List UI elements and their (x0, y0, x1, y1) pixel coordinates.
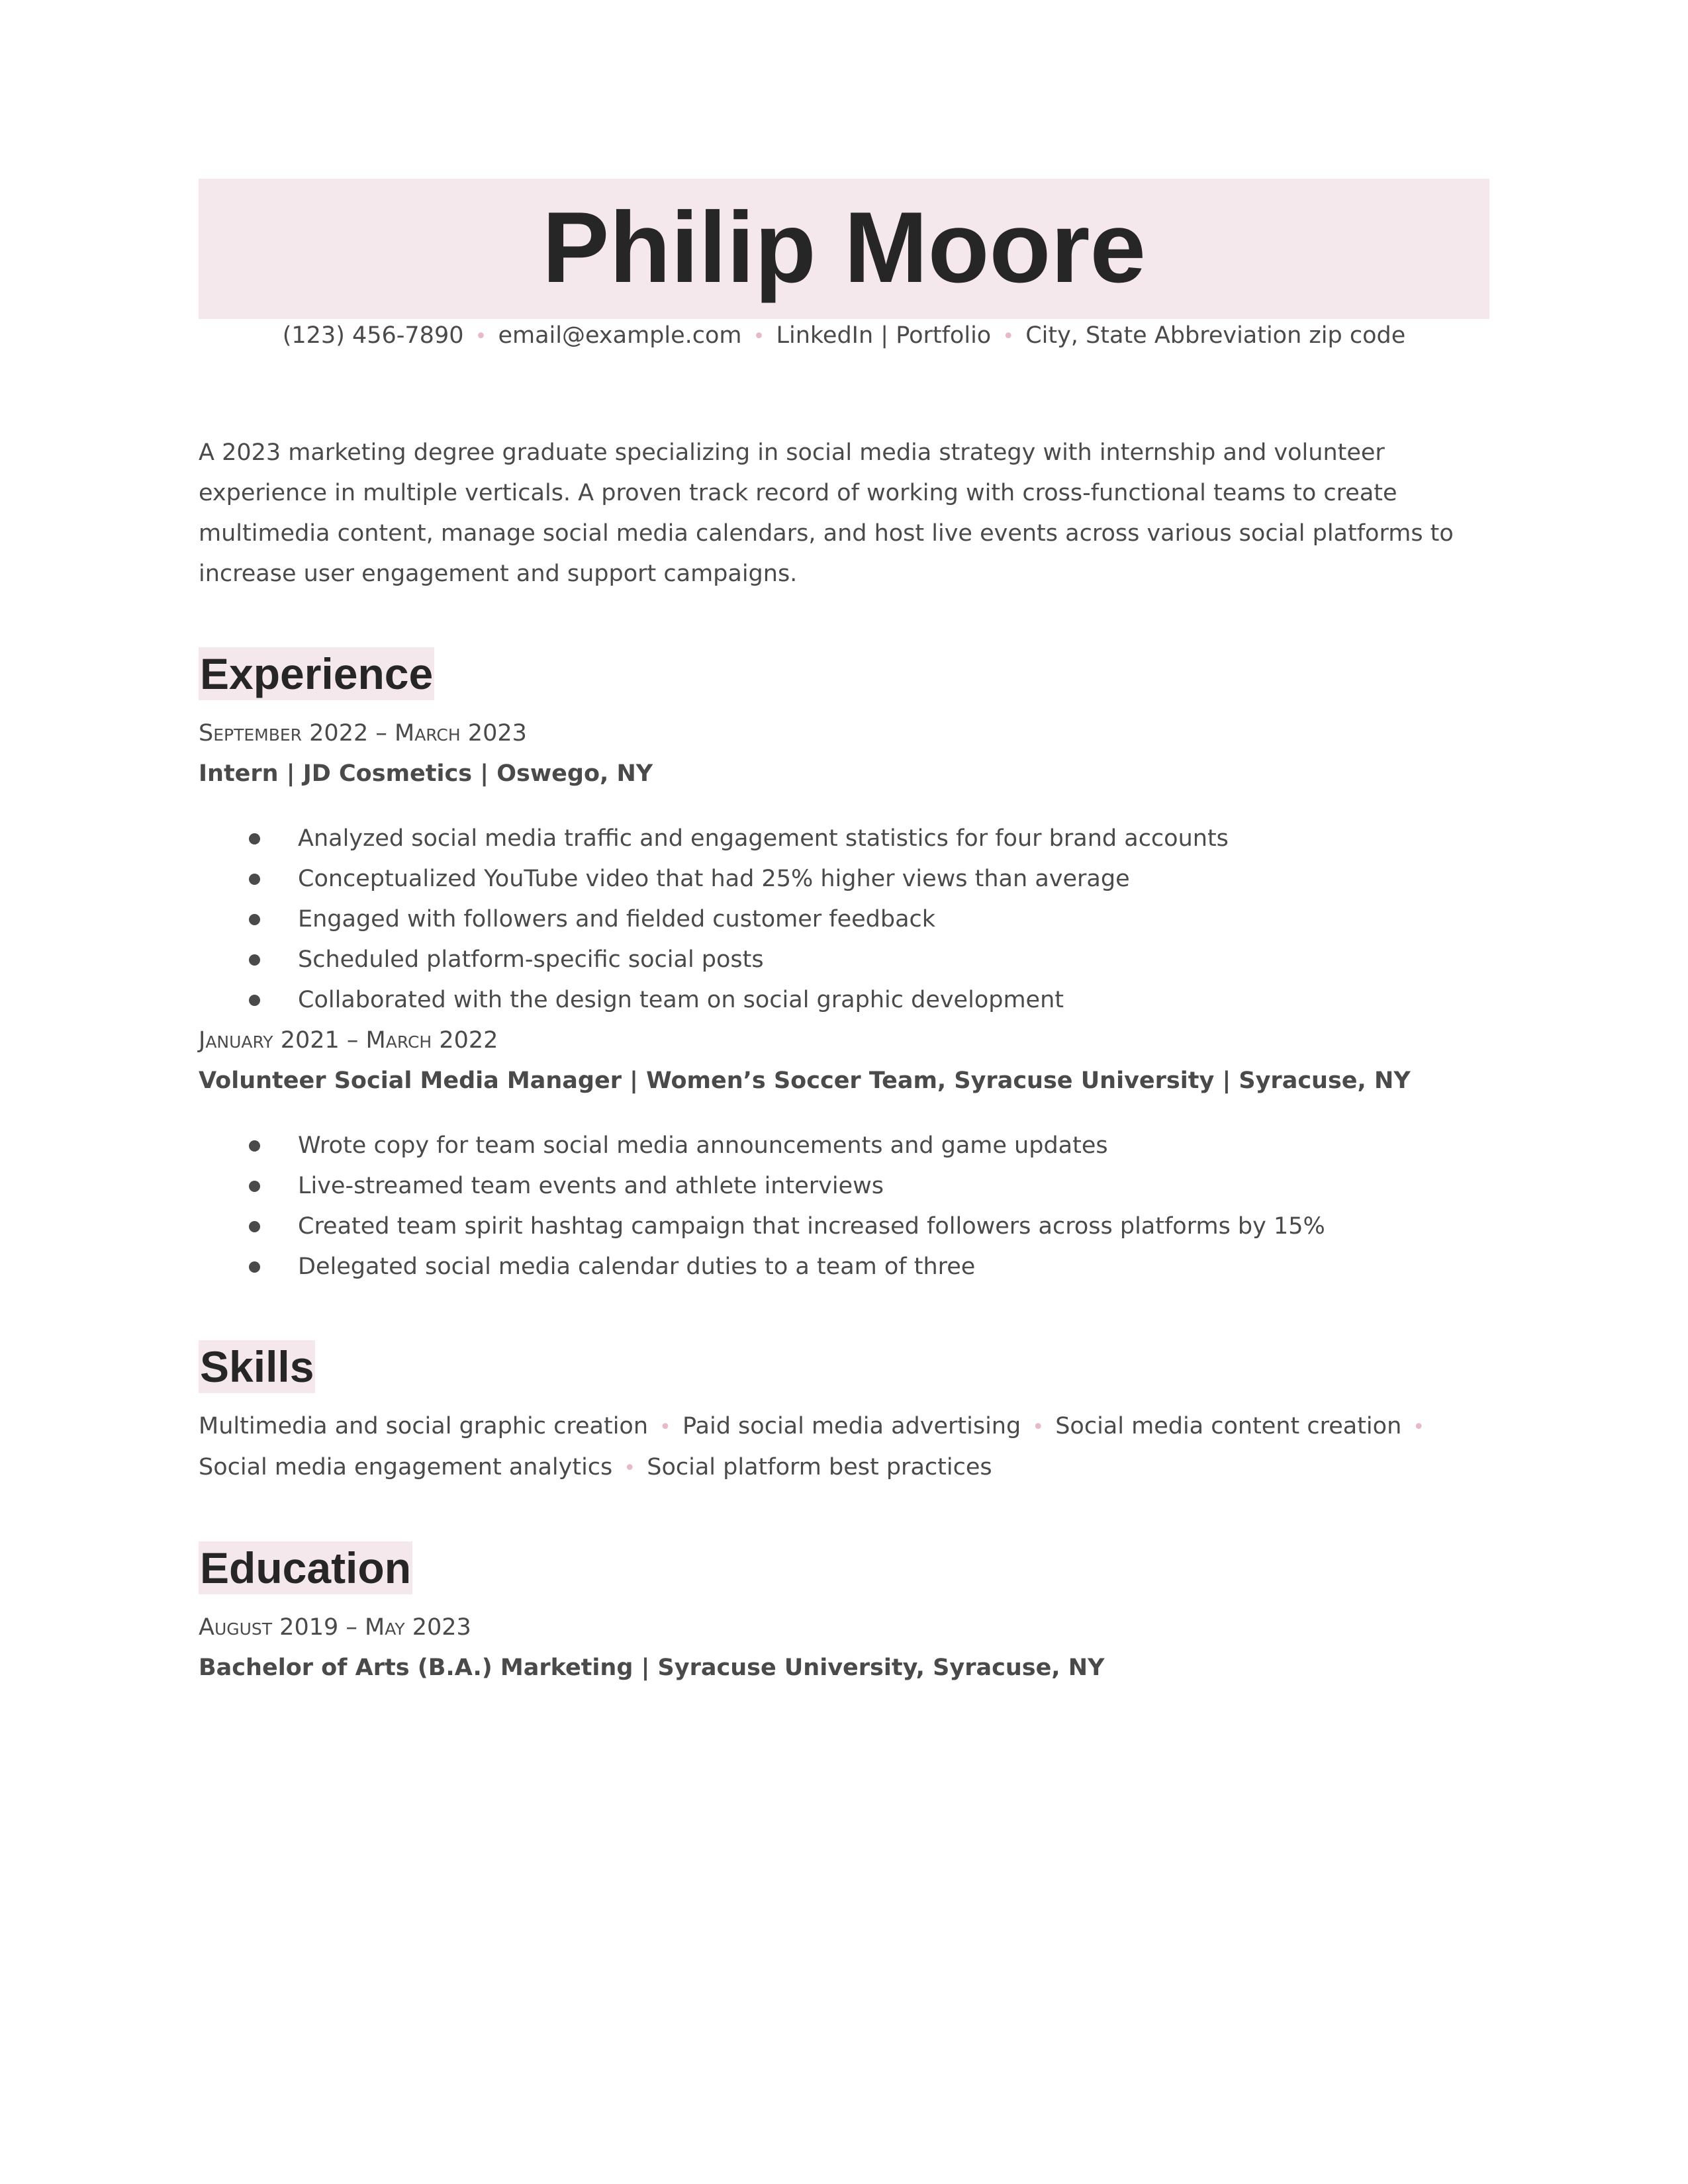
bullet-text: Engaged with followers and fielded customer feedback (298, 906, 936, 933)
list-item (199, 859, 1489, 899)
bullet-text: Created team spirit hashtag campaign that increased followers across platforms by 15% (298, 1213, 1325, 1240)
list-item (199, 940, 1489, 980)
skill-item: Social media engagement analytics (199, 1454, 613, 1480)
bullet-icon (249, 833, 260, 844)
experience-section (199, 647, 1489, 1287)
skill-item: Multimedia and social graphic creation (199, 1413, 649, 1439)
list-item (199, 899, 1489, 940)
bullet-text: Analyzed social media traffic and engagement statistics for four brand accounts (298, 825, 1229, 852)
bullet-icon (249, 874, 260, 885)
list-item (199, 1166, 1489, 1206)
separator-dot: • (1413, 1416, 1425, 1439)
bullet-icon (249, 954, 260, 966)
name-banner (199, 179, 1489, 319)
email-address: email@example.com (498, 322, 742, 349)
bullet-text: Delegated social media calendar duties to a team of three (298, 1253, 976, 1280)
profile-links: LinkedIn | Portfolio (776, 322, 992, 349)
location: City, State Abbreviation zip code (1025, 322, 1406, 349)
list-item (199, 1206, 1489, 1247)
job-bullet-list (199, 1126, 1489, 1287)
list-item (199, 980, 1489, 1021)
skill-item: Social platform best practices (647, 1454, 992, 1480)
professional-summary: A 2023 marketing degree graduate specializing in social media strategy with internship and volunteer experience in multiple verticals. A proven track record of working with cross-functional teams to create multimedia content, manage social media calendars, and host live events across various social platforms to increase user engagement and support campaigns. (199, 439, 1454, 587)
separator-dot: • (753, 325, 765, 348)
bullet-text: Conceptualized YouTube video that had 25% higher views than average (298, 866, 1130, 892)
candidate-name: Philip Moore (542, 191, 1146, 304)
separator-dot: • (1032, 1416, 1045, 1439)
education-degree: Bachelor of Arts (B.A.) Marketing | Syracuse University, Syracuse, NY (199, 1655, 1105, 1681)
separator-dot: • (659, 1416, 671, 1439)
bullet-text: Scheduled platform-specific social posts (298, 946, 764, 973)
job-dates: January 2021 – March 2022 (199, 1027, 498, 1054)
job-entry (199, 713, 1489, 1021)
bullet-icon (249, 914, 260, 925)
skill-item: Paid social media advertising (682, 1413, 1021, 1439)
education-heading: Education (199, 1541, 412, 1594)
list-item (199, 1247, 1489, 1287)
contact-line (199, 319, 1489, 353)
bullet-text: Live-streamed team events and athlete interviews (298, 1173, 884, 1199)
bullet-icon (249, 1261, 260, 1273)
bullet-icon (249, 1181, 260, 1192)
education-section (199, 1541, 1489, 1688)
separator-dot: • (624, 1457, 636, 1480)
skills-list (199, 1406, 1489, 1488)
job-role: Volunteer Social Media Manager | Women’s Soccer Team, Syracuse University | Syracuse, NY (199, 1068, 1411, 1094)
skill-item: Social media content creation (1055, 1413, 1402, 1439)
list-item (199, 819, 1489, 859)
separator-dot: • (475, 325, 487, 348)
job-bullet-list (199, 819, 1489, 1021)
skills-section (199, 1340, 1489, 1488)
bullet-icon (249, 1140, 260, 1152)
job-dates: September 2022 – March 2023 (199, 720, 527, 747)
bullet-text: Collaborated with the design team on social graphic development (298, 987, 1064, 1013)
education-dates: August 2019 – May 2023 (199, 1614, 471, 1641)
bullet-icon (249, 1221, 260, 1232)
bullet-icon (249, 995, 260, 1006)
skills-heading: Skills (199, 1340, 315, 1393)
bullet-text: Wrote copy for team social media announcements and game updates (298, 1132, 1108, 1159)
job-role: Intern | JD Cosmetics | Oswego, NY (199, 760, 653, 787)
job-entry (199, 1021, 1489, 1287)
list-item (199, 1126, 1489, 1166)
phone-number: (123) 456-7890 (282, 322, 464, 349)
resume-page (199, 179, 1489, 1688)
separator-dot: • (1002, 325, 1015, 348)
experience-heading: Experience (199, 647, 434, 700)
